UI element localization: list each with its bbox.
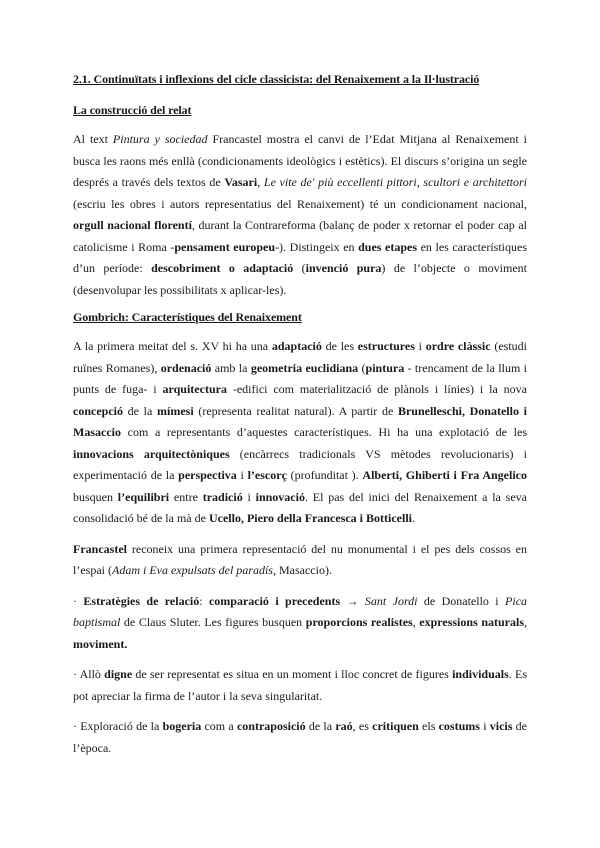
bold-term: ordre clàssic [425,339,491,353]
bold-term: comparació i precedents [208,593,341,608]
bold-term: pintura [365,360,405,375]
bold-term: geometria euclidiana [250,360,359,375]
paragraph-gombrich: A la primera meitat del s. XV hi ha una adaptació de les estructures i ordre clàssic (estudi ruïnes Romanes), ordenació amb la geometria euclidiana (pintura - trencament de la llum i punts de fuga- i arquitectura -edifici com materialització de plànols i línies) i la nova concepció de la mímesi (representa realitat natural). A partir de Brunelleschi, Donatello i Masaccio com a representants d’aquestes característiques. Hi ha una explotació de les innovacions arquitectòniques (encàrrecs tradicionals VS mètodes revolucionaris) i experimentació de la perspectiva i l’escorç (profunditat ). Alberti, Ghiberti i Fra Angelico busquen l’equilibri entre tradició i innovació. El pas del inici del Renaixement a la seva consolidació bé de la mà de Ucello, Piero della Francesca i Botticelli. [73,339,528,525]
bold-term: adaptació [271,339,322,353]
bold-term: moviment. [73,636,128,651]
bold-term: invenció pura [305,261,382,275]
bold-term: ordenació [160,360,212,375]
bold-term: l’escorç [247,468,287,482]
bold-term: contraposició [236,719,306,733]
paragraph-francastel: Francastel reconeix una primera representació del nu monumental i el pes dels cossos en l’espai (Adam i Eva expulsats del paradís, Masaccio). [73,541,527,577]
bullet-digne: · Allò digne de ser representat es situa en un moment i lloc concret de figures individuals. Es pot apreciar la firma de l’autor i la seva singularitat. [73,667,528,703]
bold-term: costums [438,719,480,733]
bold-term: tradició [202,489,243,504]
bold-term: mímesi [157,403,194,418]
bold-term: innovacions arquitectòniques [73,446,230,461]
bold-term: concepció [73,403,123,418]
bold-term: Francastel [73,541,127,556]
bold-term: descobriment o adaptació [151,261,294,275]
bold-term: bogeria [162,719,202,733]
italic-title: Adam i Eva expulsats del paradís, [111,563,276,577]
bold-term: estructures [357,339,415,353]
bold-term: arquitectura [162,382,227,396]
bold-term: expressions naturals [419,615,524,629]
bold-term: l’equilibri [117,489,170,504]
bold-term: dues etapes [358,239,418,254]
main-heading: 2.1. Continuïtats i inflexions del cicle classicista: del Renaixement a la Il·lustració [73,72,480,86]
section-title-relat: La construcció del relat [73,103,192,117]
bold-term: pensament europeu [174,239,276,254]
bullet-estrategies: · Estratègies de relació: comparació i precedents → Sant Jordi de Donatello i Pica baptismal de Claus Sluter. Les figures busquen proporcions realistes, expressions naturals, moviment. [73,593,528,651]
bold-term: Alberti, Ghiberti i Fra Angelico [362,468,527,482]
bold-term: Vasari [224,175,258,189]
bold-term: critiquen [372,719,419,733]
bold-term: perspectiva [178,468,237,482]
italic-title: Le vite de' più eccellenti pittori, scultori e architettori [263,175,527,189]
bold-term: digne [104,667,133,681]
bold-term: raó [335,719,353,733]
italic-title: Pintura y sociedad [112,132,208,146]
bold-term: vicis [489,719,513,733]
section-title-gombrich: Gombrich: Característiques del Renaixement [73,310,302,324]
bold-term: innovació [255,489,305,504]
bold-term: Ucello, Piero della Francesca i Botticelli [208,511,413,525]
bold-term: Estratègies de relació [83,593,200,608]
bullet-bogeria: · Exploració de la bogeria com a contraposició de la raó, es critiquen els costums i vicis de l’època. [73,719,527,755]
bold-term: Brunelleschi, Donatello i Masaccio [73,403,527,439]
italic-title: Pica baptismal [73,593,528,629]
bold-term: proporcions realistes [305,615,413,629]
bold-term: orgull nacional florentí [73,218,192,232]
bold-term: individuals [452,667,509,681]
paragraph-relat: Al text Pintura y sociedad Francastel mostra el canvi de l’Edat Mitjana al Renaixement i busca les raons més enllà (condicionaments ideològics i estètics). El discurs s’origina un segle després a través dels textos de Vasari, Le vite de' più eccellenti pittori, scultori e architettori (escriu les obres i autors representatius del Renaixement) té un condicionament nacional, orgull nacional florentí, durant la Contrareforma (balanç de poder x retornar el poder cap al catolicisme i Roma -pensament europeu-). Distingeix en dues etapes en les característiques d’un període: descobriment o adaptació (invenció pura) de l’objecte o moviment (desenvolupar les possibilitats x aplicar-les). [73,132,528,297]
italic-title: Sant Jordi [364,593,418,608]
